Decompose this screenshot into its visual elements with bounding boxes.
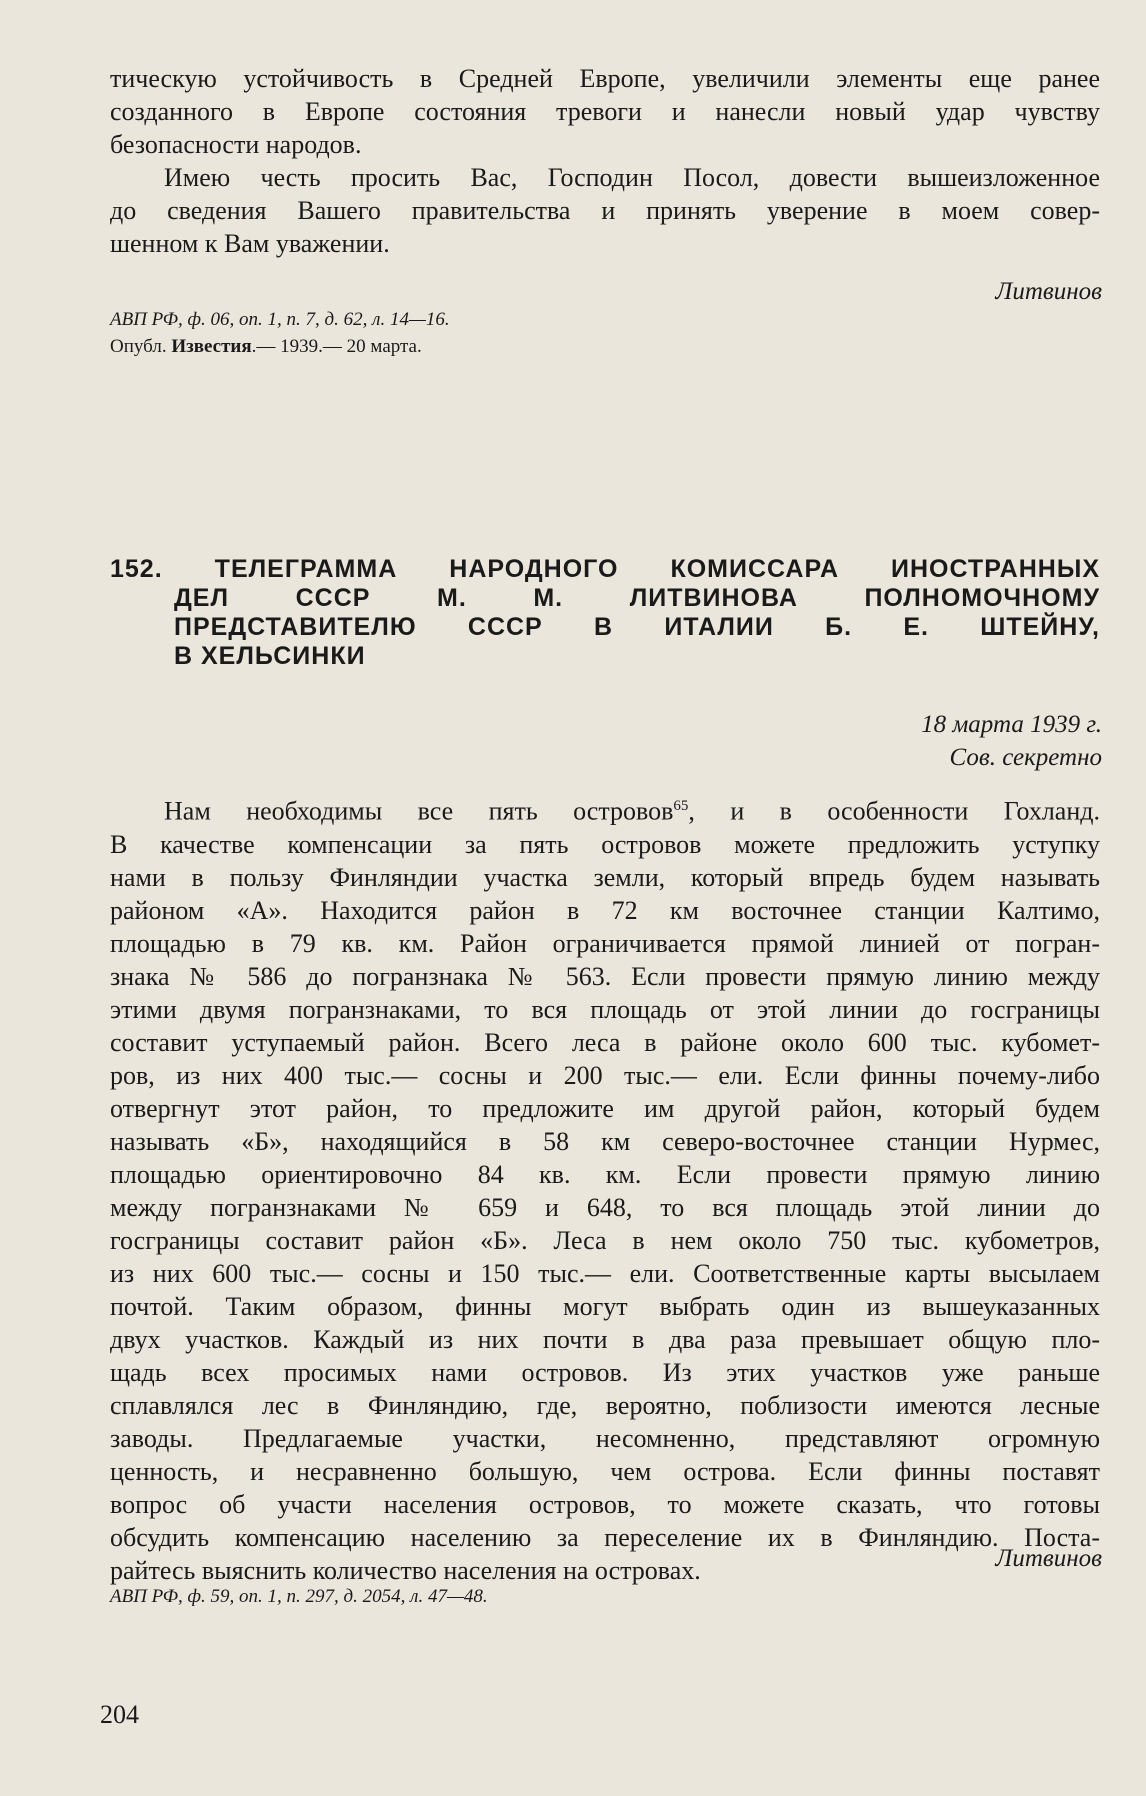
text-line: тическую устойчивость в Средней Европе, увеличили элементы еще ранее — [110, 64, 1100, 93]
text-line: Нам необходимы все пять островов$^{65}$, и в особенности Гохланд. — [164, 796, 1100, 826]
text-line: районом «А». Находится район в 72 км восточнее станции Калтимо, — [110, 895, 1100, 925]
publication-reference: Опубл. Известия.— 1939.— 20 марта. — [110, 336, 422, 357]
text-line: обсудить компенсацию населению за переселение их в Финляндию. Поста- — [110, 1522, 1100, 1552]
text-line: ценность, и несравненно большую, чем острова. Если финны поставят — [110, 1456, 1100, 1486]
document-date: 18 марта 1939 г. — [921, 711, 1102, 738]
text-line: Имею честь просить Вас, Господин Посол, довести вышеизложенное — [164, 163, 1100, 192]
text-line: шенном к Вам уважении. — [110, 229, 390, 258]
text-line: созданного в Европе состояния тревоги и нанесли новый удар чувству — [110, 97, 1100, 126]
text-line: заводы. Предлагаемые участки, несомненно, представляют огромную — [110, 1423, 1100, 1453]
heading-line: ПРЕДСТАВИТЕЛЮ СССР В ИТАЛИИ Б. Е. ШТЕЙНУ, — [174, 613, 1100, 641]
text-line: этими двумя погранзнаками, то вся площадь от этой линии до госграницы — [110, 994, 1100, 1024]
classification-mark: Сов. секретно — [949, 744, 1102, 771]
text-line: между погранзнаками № 659 и 648, то вся площадь этой линии до — [110, 1192, 1100, 1222]
text-line: почтой. Таким образом, финны могут выбрать один из вышеуказанных — [110, 1291, 1100, 1321]
heading-line: 152. ТЕЛЕГРАММА НАРОДНОГО КОМИССАРА ИНОСТРАННЫХ — [110, 555, 1100, 583]
signature-litvinov-1: Литвинов — [995, 278, 1102, 305]
text-line: составит уступаемый район. Всего леса в районе около 600 тыс. кубомет- — [110, 1027, 1100, 1057]
text-line: безопасности народов. — [110, 130, 362, 159]
text-line: ров, из них 400 тыс.— сосны и 200 тыс.— ели. Если финны почему-либо — [110, 1060, 1100, 1090]
text-line: нами в пользу Финляндии участка земли, который впредь будем называть — [110, 862, 1100, 892]
text-line: госграницы составит район «Б». Леса в нем около 750 тыс. кубометров, — [110, 1225, 1100, 1255]
text-line: из них 600 тыс.— сосны и 150 тыс.— ели. Соответственные карты высылаем — [110, 1258, 1100, 1288]
archive-reference-2: АВП РФ, ф. 59, оп. 1, п. 297, д. 2054, л. 47—48. — [110, 1586, 488, 1607]
letter-closing-text — [110, 62, 1100, 260]
text-line: райтесь выяснить количество населения на островах. — [110, 1555, 701, 1585]
text-line: площадью ориентировочно 84 кв. км. Если провести прямую линию — [110, 1159, 1100, 1189]
text-line: щадь всех просимых нами островов. Из этих участков уже раньше — [110, 1357, 1100, 1387]
archive-reference-1: АВП РФ, ф. 06, оп. 1, п. 7, д. 62, л. 14—16. — [110, 309, 450, 330]
telegram-body — [110, 790, 1100, 1587]
document-heading — [110, 555, 1100, 671]
text-line: сплавлялся лес в Финляндию, где, вероятно, поблизости имеются лесные — [110, 1390, 1100, 1420]
footnote-ref: 65 — [673, 798, 689, 814]
heading-line: В ХЕЛЬСИНКИ — [174, 642, 366, 670]
text-line: отвергнут этот район, то предложите им другой район, который будем — [110, 1093, 1100, 1123]
page-number: 204 — [100, 1700, 139, 1729]
text-line: вопрос об участи населения островов, то можете сказать, что готовы — [110, 1489, 1100, 1519]
text-line: В качестве компенсации за пять островов можете предложить уступку — [110, 829, 1100, 859]
text-line: двух участков. Каждый из них почти в два раза превышает общую пло- — [110, 1324, 1100, 1354]
text-line: знака № 586 до погранзнака № 563. Если провести прямую линию между — [110, 961, 1100, 991]
heading-line: ДЕЛ СССР М. М. ЛИТВИНОВА ПОЛНОМОЧНОМУ — [174, 584, 1100, 612]
signature-litvinov-2: Литвинов — [995, 1545, 1102, 1572]
text-line: до сведения Вашего правительства и принять уверение в моем совер- — [110, 196, 1100, 225]
text-line: называть «Б», находящийся в 58 км северо-восточнее станции Нурмес, — [110, 1126, 1100, 1156]
text-line: площадью в 79 кв. км. Район ограничивается прямой линией от погран- — [110, 928, 1100, 958]
